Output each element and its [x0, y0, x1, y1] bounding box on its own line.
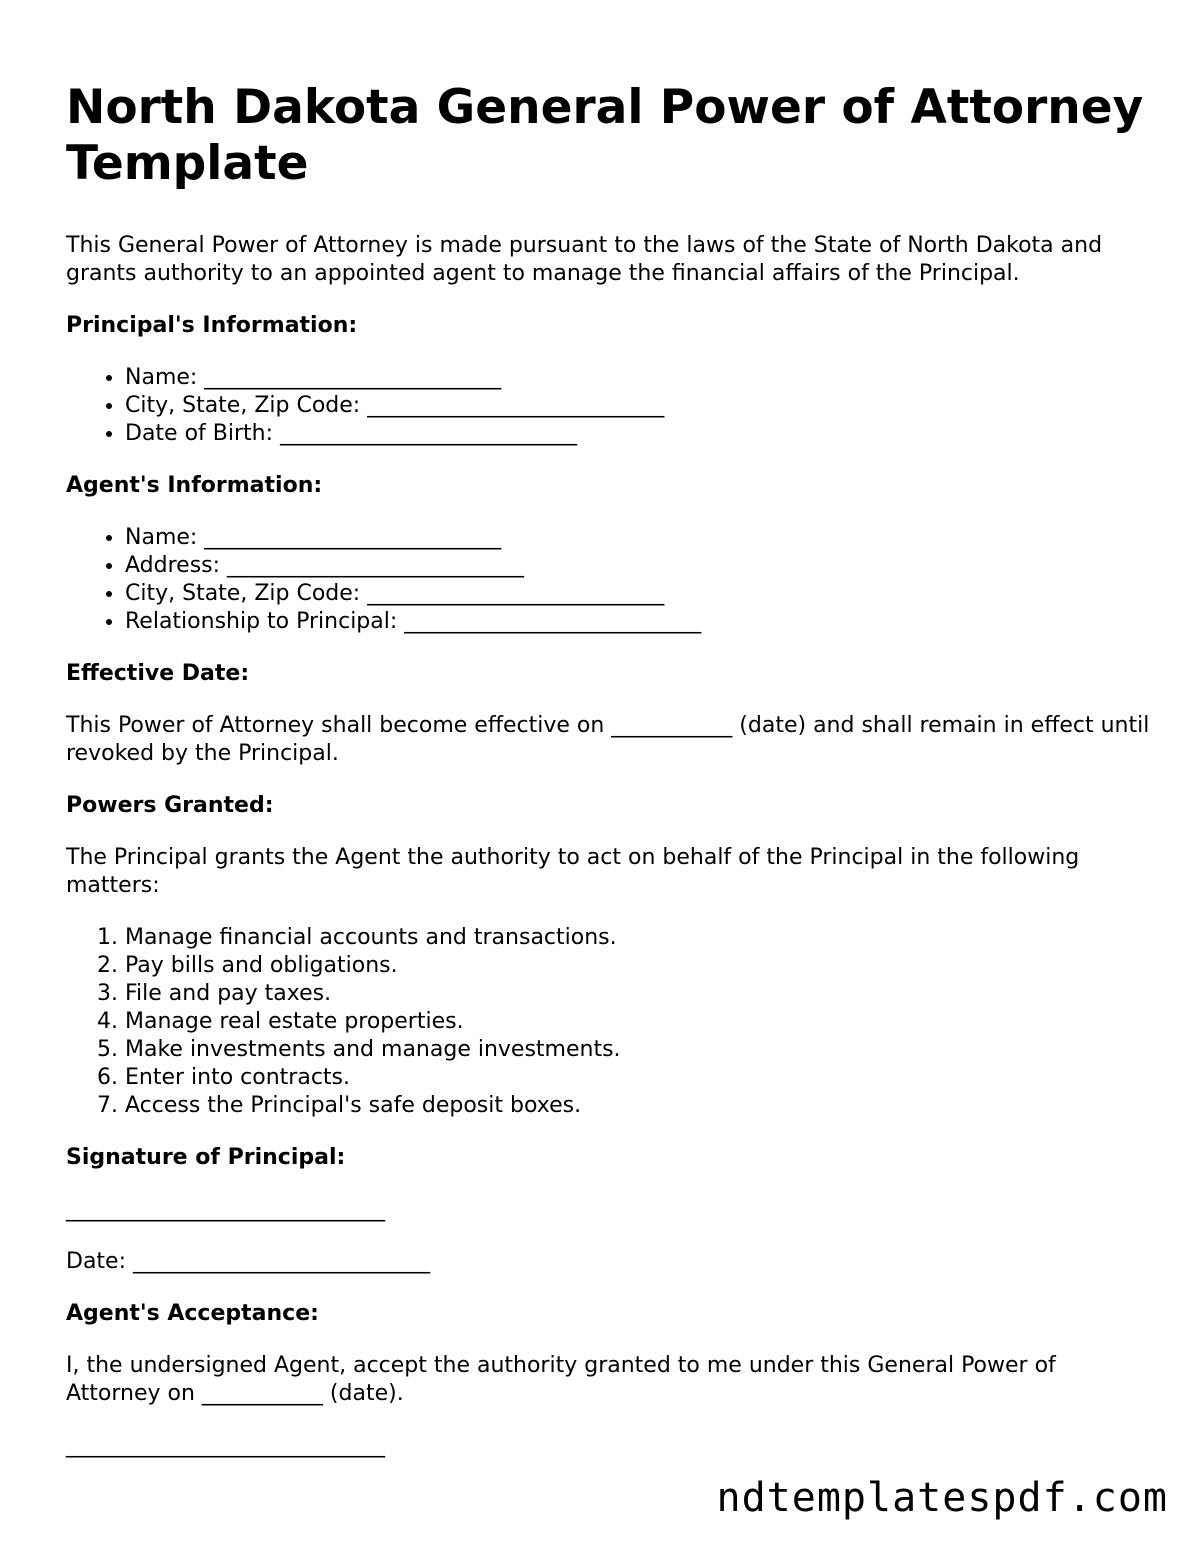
acceptance-heading: Agent's Acceptance:	[66, 1301, 319, 1326]
agent-signature-line: _____________________________	[66, 1433, 385, 1458]
site-watermark: ndtemplatespdf.com	[716, 1475, 1168, 1521]
principal-signature-line: _____________________________	[66, 1197, 385, 1222]
agent-city-field: • City, State, Zip Code: ___________________________	[125, 580, 1156, 608]
acceptance-paragraph: I, the undersigned Agent, accept the authority granted to me under this General Power of Attorney on ___________ (date).	[66, 1353, 1056, 1406]
effective-date-heading: Effective Date:	[66, 661, 250, 686]
powers-paragraph: The Principal grants the Agent the authority to act on behalf of the Principal in the following matters:	[66, 845, 1080, 898]
agent-name-field: • Name: ___________________________	[125, 524, 1156, 552]
powers-list	[66, 924, 1156, 1120]
agent-address-field: • Address: ___________________________	[125, 552, 1156, 580]
principal-heading: Principal's Information:	[66, 313, 358, 338]
power-item: 5. Make investments and manage investments.	[125, 1036, 1156, 1064]
intro-paragraph: This General Power of Attorney is made pursuant to the laws of the State of North Dakota and grants authority to an appointed agent to manage the financial affairs of the Principal.	[66, 233, 1103, 286]
document-page	[66, 80, 1156, 1484]
signature-date-field: Date: ___________________________	[66, 1249, 430, 1274]
principal-info-list	[66, 364, 1156, 448]
principal-city-field: • City, State, Zip Code: ___________________________	[125, 392, 1156, 420]
agent-relationship-field: • Relationship to Principal: ___________________________	[125, 608, 1156, 636]
power-item: 3. File and pay taxes.	[125, 980, 1156, 1008]
document-title: North Dakota General Power of Attorney Template	[66, 80, 1144, 191]
power-item: 6. Enter into contracts.	[125, 1064, 1156, 1092]
agent-heading: Agent's Information:	[66, 473, 323, 498]
principal-name-field: • Name: ___________________________	[125, 364, 1156, 392]
power-item: 4. Manage real estate properties.	[125, 1008, 1156, 1036]
principal-dob-field: • Date of Birth: ___________________________	[125, 420, 1156, 448]
power-item: 1. Manage financial accounts and transactions.	[125, 924, 1156, 952]
powers-heading: Powers Granted:	[66, 793, 274, 818]
power-item: 2. Pay bills and obligations.	[125, 952, 1156, 980]
effective-date-paragraph: This Power of Attorney shall become effective on ___________ (date) and shall remain in effect until revoked by the Principal.	[66, 713, 1150, 766]
power-item: 7. Access the Principal's safe deposit boxes.	[125, 1092, 1156, 1120]
signature-heading: Signature of Principal:	[66, 1145, 346, 1170]
agent-info-list	[66, 524, 1156, 636]
